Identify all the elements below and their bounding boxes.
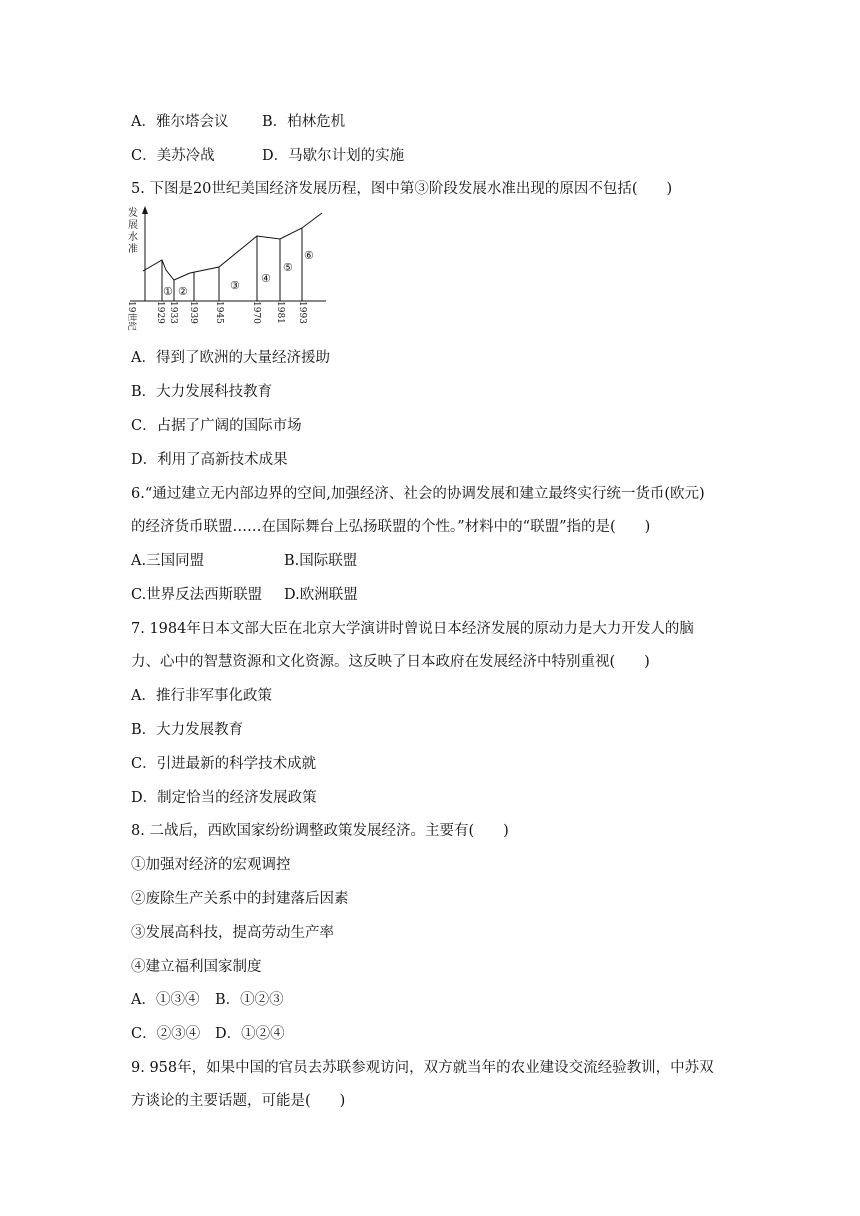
development-curve: [143, 213, 322, 280]
stage-label-1: ①: [163, 285, 173, 298]
q6-option-b: B.国际联盟: [284, 553, 358, 569]
q8-option-d: D．①②④: [215, 1026, 285, 1042]
x-label-1993: 1993: [297, 301, 307, 324]
q4-option-a: A．雅尔塔会议: [131, 114, 229, 130]
x-label-1929: 1929: [155, 301, 165, 324]
q4-option-d: D．马歇尔计划的实施: [262, 148, 405, 164]
y-label-char-1: 发: [128, 208, 138, 219]
q8-item-4: ④建立福利国家制度: [131, 959, 262, 975]
q8-item-1: ①加强对经济的宏观调控: [131, 857, 291, 873]
q9-stem-line1: 9. 958年，如果中国的官员去苏联参观访问，双方就当年的农业建设交流经验教训，中苏双: [131, 1060, 714, 1076]
stage-label-3: ③: [230, 279, 240, 292]
q6-option-d: D.欧洲联盟: [284, 587, 358, 603]
q8-item-2: ②废除生产关系中的封建落后因素: [131, 891, 349, 907]
q6-stem-line1: 6.“通过建立无内部边界的空间,加强经济、社会的协调发展和建立最终实行统一货币(欧元): [131, 486, 705, 502]
y-label-char-3: 水: [128, 232, 138, 243]
x-label-1945: 1945: [214, 301, 224, 324]
q7-option-b: B．大力发展教育: [131, 722, 244, 738]
q7-stem-line1: 7. 1984年日本文部大臣在北京大学演讲时曾说日本经济发展的原动力是大力开发人的脑: [131, 621, 694, 637]
q7-option-d: D．制定恰当的经济发展政策: [131, 790, 317, 806]
x-label-1933: 1933: [168, 301, 178, 324]
stage-label-4: ④: [261, 272, 271, 285]
x-label-1981: 1981: [275, 301, 285, 324]
x-label-1970: 1970: [251, 301, 261, 324]
stage-label-6: ⑥: [304, 249, 314, 262]
q9-stem-line2: 方谈论的主要话题，可能是( ): [131, 1093, 346, 1109]
q5-stem: 5. 下图是20世纪美国经济发展历程，图中第③阶段发展水准出现的原因不包括( ): [131, 181, 673, 197]
y-label-char-4: 准: [128, 244, 138, 255]
q5-option-a: A．得到了欧洲的大量经济援助: [131, 350, 330, 366]
stage-label-2: ②: [178, 285, 188, 298]
q8-option-b: B．①②③: [215, 992, 284, 1008]
q8-stem: 8. 二战后，西欧国家纷纷调整政策发展经济。主要有( ): [131, 823, 509, 839]
q8-item-3: ③发展高科技，提高劳动生产率: [131, 925, 334, 941]
q7-option-a: A．推行非军事化政策: [131, 688, 272, 704]
q5-option-c: C．占据了广阔的国际市场: [131, 418, 302, 434]
us-economy-stage-diagram: [126, 204, 326, 338]
q7-stem-line2: 力、心中的智慧资源和文化资源。这反映了日本政府在发展经济中特别重视( ): [131, 654, 650, 670]
q5-option-d: D．利用了高新技术成果: [131, 452, 288, 468]
q6-option-a: A.三国同盟: [131, 553, 205, 569]
q4-option-b: B．柏林危机: [262, 114, 346, 130]
y-label-char-2: 展: [128, 220, 138, 231]
q7-option-c: C．引进最新的科学技术成就: [131, 756, 317, 772]
q8-option-a: A．①③④: [131, 992, 200, 1008]
q6-stem-line2: 的经济货币联盟……在国际舞台上弘扬联盟的个性。”材料中的“联盟”指的是( ): [131, 519, 651, 535]
stage-label-5: ⑤: [283, 261, 293, 274]
q5-option-b: B．大力发展科技教育: [131, 384, 273, 400]
x-label-19th-century: 19世纪: [126, 301, 136, 331]
y-axis-arrow: [142, 206, 148, 214]
q8-option-c: C．②③④: [131, 1026, 201, 1042]
q6-option-c: C.世界反法西斯联盟: [131, 587, 263, 603]
q4-option-c: C．美苏冷战: [131, 148, 215, 164]
x-label-1939: 1939: [188, 301, 198, 324]
